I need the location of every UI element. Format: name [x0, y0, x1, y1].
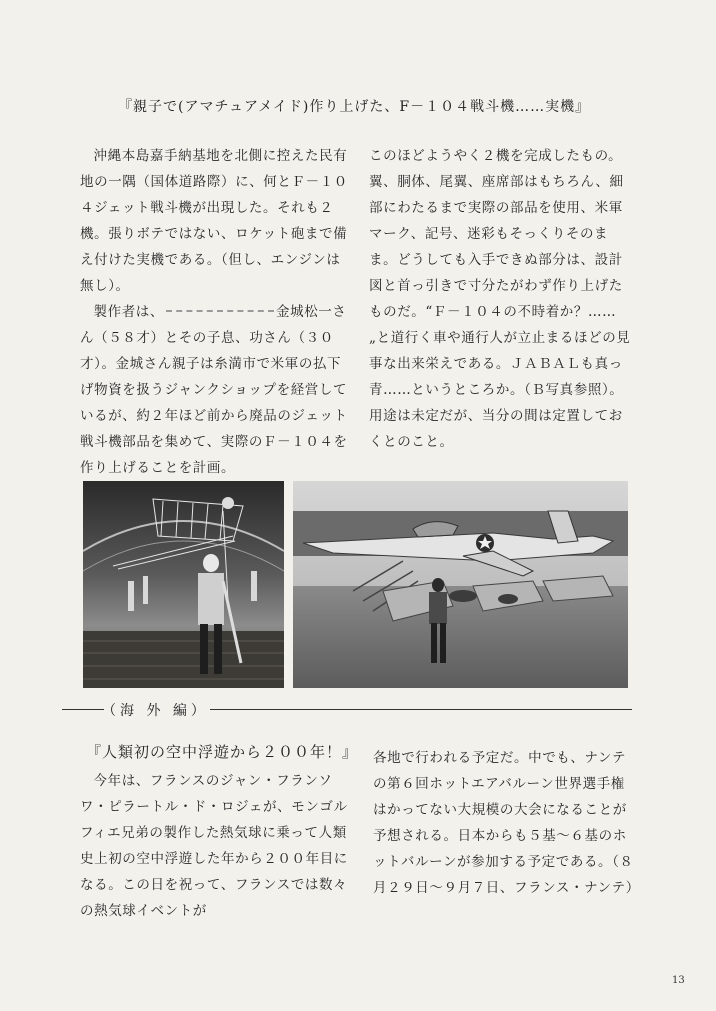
article2-right-column [373, 745, 640, 901]
divider-line-left [62, 709, 104, 710]
article1-left-paragraph-2 [80, 299, 352, 481]
article1-title: 『親子で(アマチュアメイド)作り上げた、F－１０４戦斗機……実機』 [118, 99, 591, 115]
photo-f104-replica-image [293, 481, 628, 688]
article1-left-column [80, 143, 352, 481]
redacted-name [166, 310, 274, 315]
section-label: （海 外 編） [102, 703, 209, 719]
article1-left-paragraph-1: 沖縄本島嘉手納基地を北側に控えた民有地の一隅（国体道路際）に、何とＦ－１０４ジェット戦斗機が出現した。それも２機。張りボテではない、ロケット砲まで備え付けた実機である。（但し、エンジンは無し）。 [80, 148, 348, 294]
page-number: 13 [672, 975, 685, 986]
photo-model-airplane [83, 481, 284, 688]
article2-left-column [80, 768, 352, 924]
divider-line-right [210, 709, 632, 710]
article2-title: 『人類初の空中浮遊から２００年！』 [86, 743, 359, 761]
section-divider [62, 700, 632, 722]
maker-intro: 製作者は、 [93, 304, 164, 320]
photo-f104-replica [293, 481, 628, 688]
article1-right-column [369, 143, 633, 455]
maker-description: 金城松一さん（５８才）とその子息、功さん（３０才）。金城さん親子は糸満市で米軍の払下げ物資を扱うジャンクショップを経営しているが、約２年ほど前から廃品のジェット戦斗機部品を集めて、実際のＦ－１０４を作り上げることを計画。 [80, 304, 348, 476]
photo-model-airplane-image [83, 481, 284, 688]
article2-right-paragraph: 各地で行われる予定だ。中でも、ナンテの第６回ホットエアバルーン世界選手権はかってない大規模の大会になることが予想される。日本からも５基～６基のホットバルーンが参加する予定である。（８月２９日～９月７日、フランス・ナンテ） [373, 750, 640, 896]
article2-left-paragraph: 今年は、フランスのジャン・フランソワ・ピラートル・ド・ロジェが、モンゴルフィエ兄弟の製作した熱気球に乗って人類史上初の空中浮遊した年から２００年目になる。この日を祝って、フランスでは数々の熱気球イベントが [80, 773, 348, 919]
article1-right-paragraph: このほどようやく２機を完成したもの。翼、胴体、尾翼、座席部はもちろん、細部にわたるまで実際の部品を使用、米軍マーク、記号、迷彩もそっくりそのまま。どうしても入手できぬ部分は、設計図と首っ引きで寸分たがわず作り上げたものだ。“Ｆ－１０４の不時着か？……„と道行く車や通行人が立止まるほどの見事な出来栄えである。ＪＡＢＡＬも真っ青……というところか。（Ｂ写真参照）。用途は未定だが、当分の間は定置しておくとのこと。 [369, 148, 631, 450]
